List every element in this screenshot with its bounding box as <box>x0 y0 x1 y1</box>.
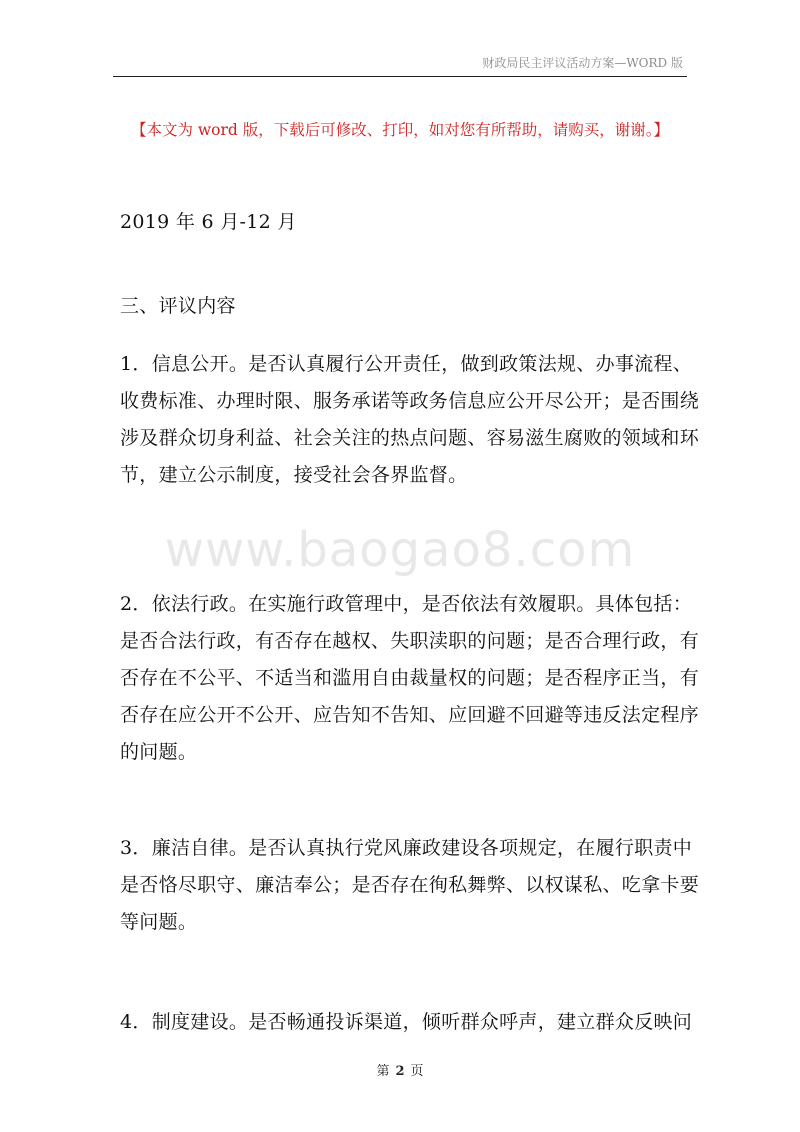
page-number: 2 <box>395 1064 405 1079</box>
paragraph-line: 1．信息公开。是否认真履行公开责任，做到政策法规、办事流程、 <box>120 353 693 375</box>
paragraph-line: 是否合法行政，有否存在越权、失职渎职的问题；是否合理行政，有 <box>120 630 700 652</box>
paragraph-line: 否存在应公开不公开、应告知不告知、应回避不回避等违反法定程序 <box>120 704 700 726</box>
date-line: 2019 年 6 月-12 月 <box>120 211 297 233</box>
paragraph-lawful-administration <box>120 586 700 771</box>
footer-suffix: 页 <box>410 1064 424 1079</box>
section-heading: 三、评议内容 <box>120 295 236 317</box>
paragraph-line: 是否恪尽职守、廉洁奉公；是否存在徇私舞弊、以权谋私、吃拿卡要 <box>120 874 700 896</box>
paragraph-line: 涉及群众切身利益、社会关注的热点问题、容易滋生腐败的领域和环 <box>120 427 700 449</box>
paragraph-line: 2．依法行政。在实施行政管理中，是否依法有效履职。具体包括： <box>120 593 693 615</box>
paragraph-line: 的问题。 <box>120 741 198 763</box>
page-footer <box>0 1060 800 1079</box>
purchase-notice: 【本文为 word 版，下载后可修改、打印，如对您有所帮助，请购买，谢谢。】 <box>130 121 670 139</box>
watermark: www.baogao8.com <box>164 522 636 578</box>
page-header <box>113 50 687 77</box>
paragraph-line: 否存在不公平、不适当和滥用自由裁量权的问题；是否程序正当，有 <box>120 667 700 689</box>
header-title: 财政局民主评议活动方案—WORD 版 <box>482 56 683 70</box>
paragraph-line: 4．制度建设。是否畅通投诉渠道，倾听群众呼声，建立群众反映问 <box>120 1011 693 1033</box>
paragraph-line: 节，建立公示制度，接受社会各界监督。 <box>120 464 468 486</box>
paragraph-information-disclosure <box>120 346 700 494</box>
paragraph-line: 3．廉洁自律。是否认真执行党风廉政建设各项规定，在履行职责中 <box>120 837 693 859</box>
footer-prefix: 第 <box>376 1064 390 1079</box>
paragraph-system-building <box>120 1004 700 1041</box>
paragraph-integrity <box>120 830 700 941</box>
paragraph-line: 等问题。 <box>120 911 198 933</box>
paragraph-line: 收费标准、办理时限、服务承诺等政务信息应公开尽公开；是否围绕 <box>120 390 700 412</box>
